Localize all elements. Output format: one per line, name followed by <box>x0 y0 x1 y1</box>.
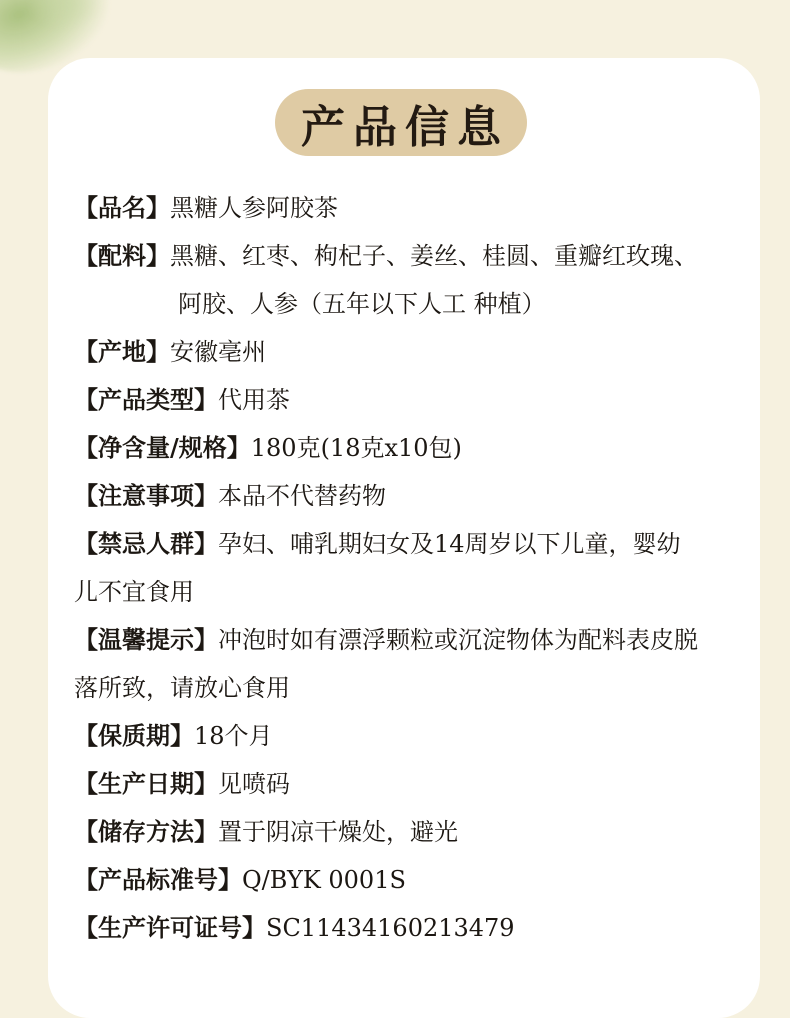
info-label: 【注意事项】 <box>74 481 218 510</box>
info-label: 【配料】 <box>74 241 170 270</box>
info-line-origin <box>74 337 266 367</box>
info-line-ingredients-cont <box>178 289 546 319</box>
info-value: 见喷码 <box>218 770 290 798</box>
info-label: 【储存方法】 <box>74 817 218 846</box>
info-line-production-date <box>74 769 290 799</box>
info-value: 安徽亳州 <box>170 338 266 366</box>
info-value: 落所致，请放心食用 <box>74 674 290 702</box>
info-value: 黑糖、红枣、枸杞子、姜丝、桂圆、重瓣红玫瑰、 <box>170 242 698 270</box>
info-value: 儿不宜食用 <box>74 578 194 606</box>
info-label: 【生产许可证号】 <box>74 913 266 942</box>
info-value: 18个月 <box>194 722 273 750</box>
info-value: 冲泡时如有漂浮颗粒或沉淀物体为配料表皮脱 <box>218 626 698 654</box>
info-label: 【产品标准号】 <box>74 865 242 894</box>
info-value: SC11434160213479 <box>266 914 515 942</box>
info-value: 代用茶 <box>218 386 290 414</box>
info-label: 【温馨提示】 <box>74 625 218 654</box>
info-label: 【产品类型】 <box>74 385 218 414</box>
info-value: 置于阴凉干燥处，避光 <box>218 818 458 846</box>
info-label: 【品名】 <box>74 193 170 222</box>
info-line-shelf-life <box>74 721 273 751</box>
info-label: 【保质期】 <box>74 721 194 750</box>
info-label: 【生产日期】 <box>74 769 218 798</box>
info-label: 【净含量/规格】 <box>74 433 251 462</box>
info-value: 180克(18克x10包) <box>250 434 462 462</box>
info-line-tips <box>74 625 698 655</box>
info-line-contraindications <box>74 529 681 559</box>
info-line-tips-cont <box>74 673 290 703</box>
info-line-notes <box>74 481 386 511</box>
info-line-net-content <box>74 433 462 463</box>
info-label: 【禁忌人群】 <box>74 529 218 558</box>
info-line-ingredients <box>74 241 698 271</box>
info-value: Q/BYK 0001S <box>242 866 406 894</box>
info-line-license-number <box>74 913 515 943</box>
info-line-standard-number <box>74 865 406 895</box>
info-line-contraindications-cont <box>74 577 194 607</box>
info-line-product-name <box>74 193 338 223</box>
page-title: 产品信息 <box>301 101 509 153</box>
info-value: 阿胶、人参（五年以下人工 种植） <box>178 290 546 318</box>
info-value: 本品不代替药物 <box>218 482 386 510</box>
info-label: 【产地】 <box>74 337 170 366</box>
title-badge <box>275 89 527 156</box>
info-line-product-type <box>74 385 290 415</box>
info-value: 黑糖人参阿胶茶 <box>170 194 338 222</box>
info-line-storage <box>74 817 458 847</box>
info-value: 孕妇、哺乳期妇女及14周岁以下儿童，婴幼 <box>218 530 681 558</box>
